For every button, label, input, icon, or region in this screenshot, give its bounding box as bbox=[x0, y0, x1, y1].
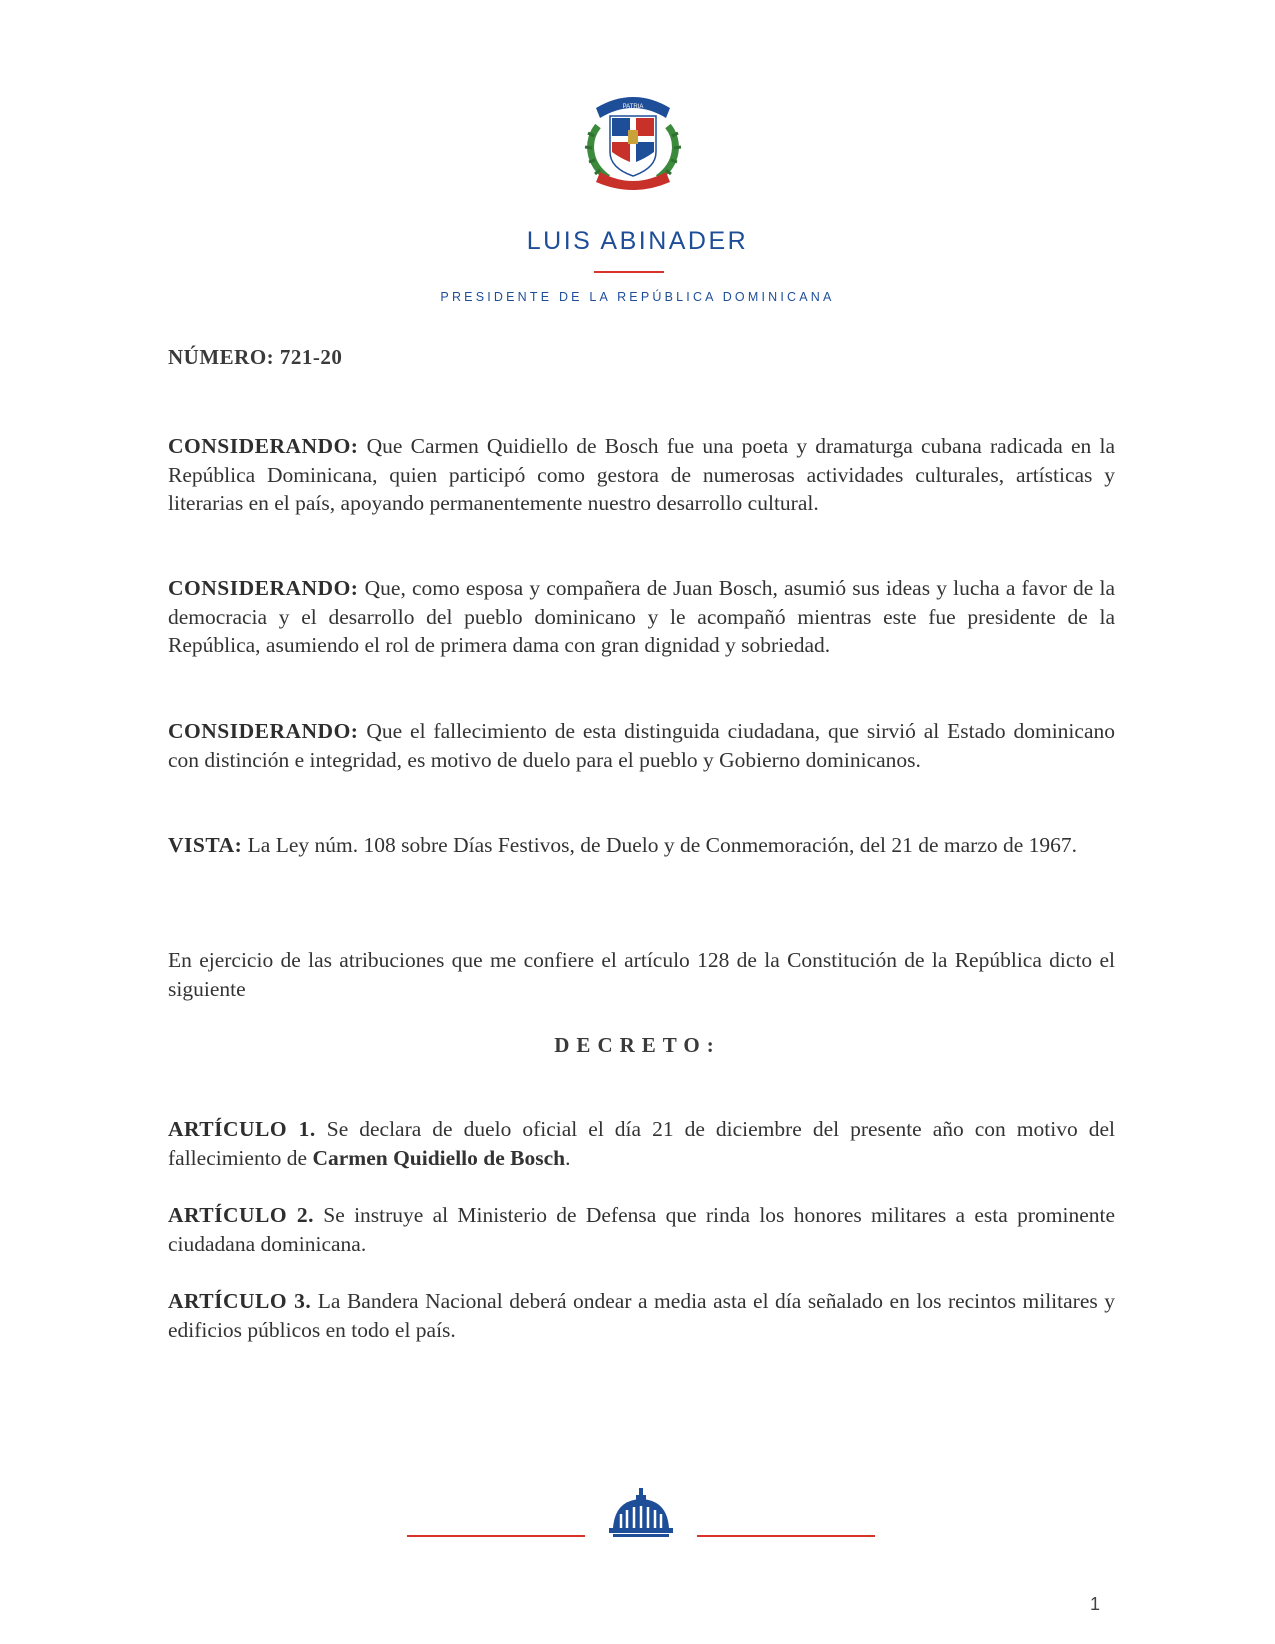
considerando-label: CONSIDERANDO: bbox=[168, 434, 359, 458]
considerando-text: Que, como esposa y compañera de Juan Bosch, asumió sus ideas y lucha a favor de la democracia y el desarrollo del pueblo dominicano y le acompañó mientras este fue presidente de la República, asumiendo el rol de primera dama con gran dignidad y sobriedad. bbox=[168, 576, 1115, 657]
considerando-2 bbox=[168, 574, 1115, 660]
article-text-end: . bbox=[565, 1145, 571, 1170]
vista bbox=[168, 831, 1115, 860]
decreto-heading: DECRETO: bbox=[554, 1033, 721, 1057]
president-office: PRESIDENTE DE LA REPÚBLICA DOMINICANA bbox=[440, 290, 835, 304]
vista-text: La Ley núm. 108 sobre Días Festivos, de Duelo y de Conmemoración, del 21 de marzo de 1967. bbox=[242, 833, 1078, 857]
considerando-3 bbox=[168, 717, 1115, 774]
president-name: LUIS ABINADER bbox=[526, 227, 749, 255]
article-2 bbox=[168, 1201, 1115, 1258]
seal-motto: PATRIA bbox=[622, 104, 644, 110]
coat-of-arms-icon bbox=[578, 86, 688, 192]
preamble: En ejercicio de las atribuciones que me confiere el artículo 128 de la Constitución de la República dicto el siguiente bbox=[168, 948, 1115, 1001]
article-text: Se declara de duelo oficial el día 21 de diciembre del presente año con motivo del fallecimiento de bbox=[168, 1117, 1115, 1170]
considerando-label: CONSIDERANDO: bbox=[168, 719, 359, 743]
article-text: La Bandera Nacional deberá ondear a media asta el día señalado en los recintos militares y edificios públicos en todo el país. bbox=[168, 1289, 1115, 1342]
palace-dome-icon bbox=[607, 1488, 675, 1544]
article-text: Se instruye al Ministerio de Defensa que rinda los honores militares a esta prominente ciudadana dominicana. bbox=[168, 1203, 1116, 1256]
vista-label: VISTA: bbox=[168, 833, 243, 857]
decree-number: NÚMERO: 721-20 bbox=[168, 345, 343, 369]
considerando-text: Que el fallecimiento de esta distinguida ciudadana, que sirvió al Estado dominicano con distinción e integridad, es motivo de duelo para el pueblo y Gobierno dominicanos. bbox=[168, 719, 1115, 772]
considerando-text: Que Carmen Quidiello de Bosch fue una poeta y dramaturga cubana radicada en la República Dominicana, quien participó como gestora de numerosas actividades culturales, artísticas y literarias en el país, apoyando permanentemente nuestro desarrollo cultural. bbox=[168, 434, 1115, 515]
footer-divider-left bbox=[407, 1535, 585, 1537]
honoree-name: Carmen Quidiello de Bosch bbox=[312, 1145, 566, 1170]
article-label: ARTÍCULO 3. bbox=[168, 1289, 312, 1313]
article-1 bbox=[168, 1115, 1115, 1172]
article-3 bbox=[168, 1287, 1115, 1344]
footer-divider-right bbox=[697, 1535, 875, 1537]
article-label: ARTÍCULO 2. bbox=[168, 1203, 315, 1227]
page-number: 1 bbox=[1090, 1594, 1101, 1614]
article-label: ARTÍCULO 1. bbox=[168, 1117, 316, 1141]
considerando-label: CONSIDERANDO: bbox=[168, 576, 359, 600]
considerando-1 bbox=[168, 432, 1115, 518]
name-divider bbox=[594, 271, 664, 273]
